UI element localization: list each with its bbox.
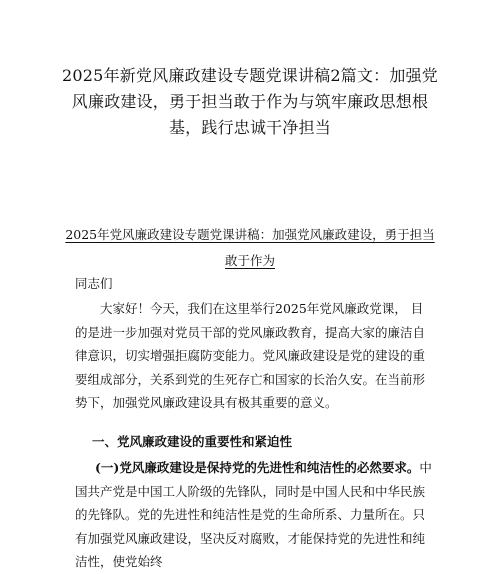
document-main-title: 2025年新党风廉政建设专题党课讲稿2篇文：加强党风廉政建设，勇于担当敢于作为与筑牢廉政思想根基，践行忠诚干净担当: [62, 66, 438, 137]
section-heading-importance: 一、党风廉政建设的重要性和紧迫性: [92, 434, 293, 449]
lecture-section-title: 2025年党风廉政建设专题党课讲稿：加强党风廉政建设，勇于担当敢于作为: [65, 227, 435, 268]
intro-paragraph: 大家好！今天，我们在这里举行2025年党风廉政党课， 目的是进一步加强对党员干部的党风廉政教育，提高大家的廉洁自律意识，切实增强拒腐防变能力。党风廉政建设是党的建设的重要组成部分，关系到党的生死存亡和国家的长治久安。在当前形势下，加强党风廉政建设具有极其重要的意义。: [75, 301, 426, 410]
body-paragraph-advanced-nature: [75, 456, 435, 574]
greeting-text: 同志们: [75, 276, 113, 291]
subheading-body: 中国共产党是中国工人阶级的先锋队，同时是中国人民和中华民族的先锋队。党的先进性和纯洁性是党的生命所系、力量所在。只有加强党风廉政建设，坚决反对腐败，才能保持党的先进性和纯洁性，使党始终: [75, 460, 432, 569]
subheading-lead: (一)党风廉政建设是保持党的先进性和纯洁性的必然要求。: [95, 460, 420, 475]
